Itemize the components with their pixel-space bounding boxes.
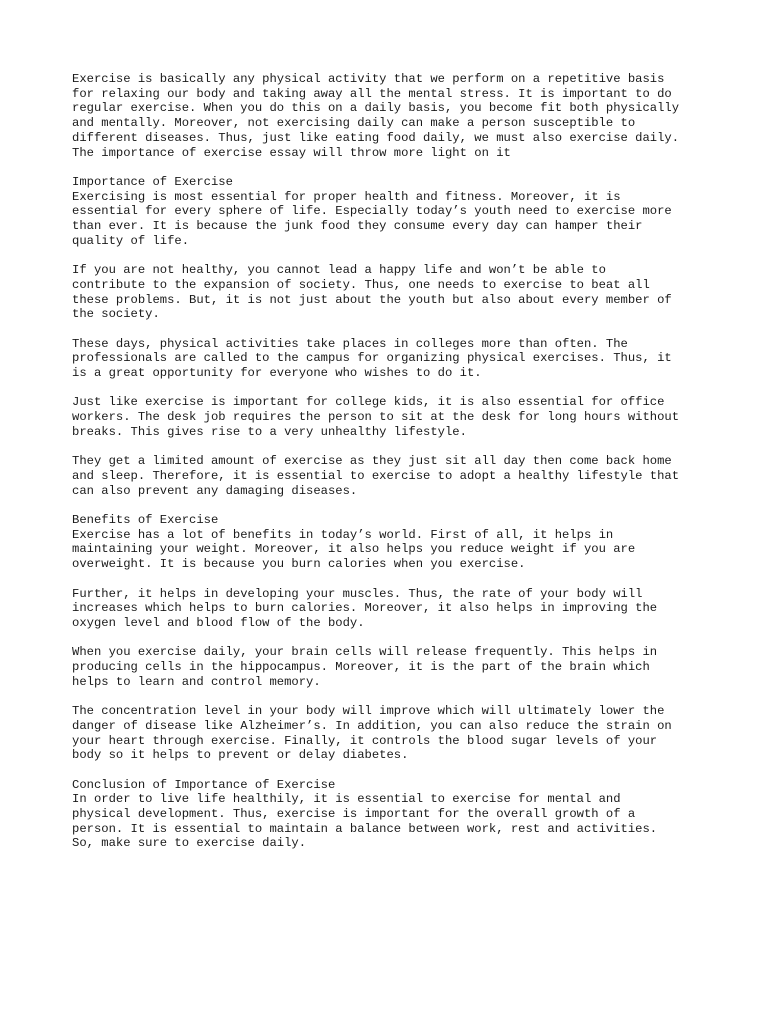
paragraph xyxy=(72,175,712,249)
text-line: Exercise has a lot of benefits in today’s world. First of all, it helps in xyxy=(72,527,614,542)
text-line: They get a limited amount of exercise as they just sit all day then come back home xyxy=(72,454,672,469)
text-line: Further, it helps in developing your muscles. Thus, the rate of your body will xyxy=(72,586,643,601)
text-line: person. It is essential to maintain a balance between work, rest and activities. xyxy=(72,821,658,836)
text-line: different diseases. Thus, just like eating food daily, we must also exercise daily. xyxy=(72,130,680,145)
text-line: the society. xyxy=(72,307,160,322)
text-line: and mentally. Moreover, not exercising daily can make a person susceptible to xyxy=(72,116,636,131)
text-line: danger of disease like Alzheimer’s. In addition, you can also reduce the strain on xyxy=(72,718,672,733)
text-line: oxygen level and blood flow of the body. xyxy=(72,615,365,630)
text-line: workers. The desk job requires the person to sit at the desk for long hours without xyxy=(72,410,680,425)
text-line: Just like exercise is important for college kids, it is also essential for office xyxy=(72,395,665,410)
text-line: can also prevent any damaging diseases. xyxy=(72,483,358,498)
text-line: increases which helps to burn calories. Moreover, it also helps in improving the xyxy=(72,601,658,616)
text-line: helps to learn and control memory. xyxy=(72,674,321,689)
text-line: The importance of exercise essay will throw more light on it xyxy=(72,145,511,160)
text-line: overweight. It is because you burn calories when you exercise. xyxy=(72,557,526,572)
text-line: essential for every sphere of life. Especially today’s youth need to exercise more xyxy=(72,204,672,219)
text-line: is a great opportunity for everyone who wishes to do it. xyxy=(72,366,482,381)
paragraph xyxy=(72,454,712,498)
text-line: your heart through exercise. Finally, it controls the blood sugar levels of your xyxy=(72,733,658,748)
text-line: In order to live life healthily, it is essential to exercise for mental and xyxy=(72,792,621,807)
paragraph xyxy=(72,395,712,439)
text-line: body so it helps to prevent or delay diabetes. xyxy=(72,748,409,763)
text-line: If you are not healthy, you cannot lead a happy life and won’t be able to xyxy=(72,263,606,278)
text-line: These days, physical activities take places in colleges more than often. The xyxy=(72,336,628,351)
text-line: contribute to the expansion of society. Thus, one needs to exercise to beat all xyxy=(72,277,650,292)
text-line: maintaining your weight. Moreover, it also helps you reduce weight if you are xyxy=(72,542,636,557)
text-line: So, make sure to exercise daily. xyxy=(72,836,307,851)
text-line: quality of life. xyxy=(72,233,190,248)
document-page xyxy=(72,72,712,866)
document-body xyxy=(72,72,712,851)
section-heading: Importance of Exercise xyxy=(72,174,233,189)
text-line: breaks. This gives rise to a very unhealthy lifestyle. xyxy=(72,424,467,439)
paragraph xyxy=(72,645,712,689)
text-line: When you exercise daily, your brain cells will release frequently. This helps in xyxy=(72,645,658,660)
section-heading: Benefits of Exercise xyxy=(72,513,219,527)
text-line: physical development. Thus, exercise is important for the overall growth of a xyxy=(72,807,636,821)
paragraph xyxy=(72,263,712,322)
section-heading: Conclusion of Importance of Exercise xyxy=(72,777,336,792)
paragraph xyxy=(72,337,712,381)
text-line: professionals are called to the campus for organizing physical exercises. Thus, it xyxy=(72,351,672,366)
text-line: The concentration level in your body will improve which will ultimately lower the xyxy=(72,704,665,719)
text-line: than ever. It is because the junk food they consume every day can hamper their xyxy=(72,219,643,234)
text-line: for relaxing our body and taking away all the mental stress. It is important to do xyxy=(72,86,672,101)
paragraph xyxy=(72,778,712,852)
text-line: these problems. But, it is not just about the youth but also about every member of xyxy=(72,292,672,307)
paragraph xyxy=(72,72,712,160)
text-line: Exercise is basically any physical activity that we perform on a repetitive basis xyxy=(72,72,665,86)
text-line: and sleep. Therefore, it is essential to exercise to adopt a healthy lifestyle that xyxy=(72,468,680,483)
text-line: regular exercise. When you do this on a daily basis, you become fit both physically xyxy=(72,101,680,116)
paragraph xyxy=(72,513,712,572)
paragraph xyxy=(72,704,712,763)
text-line: Exercising is most essential for proper health and fitness. Moreover, it is xyxy=(72,189,621,204)
text-line: producing cells in the hippocampus. Moreover, it is the part of the brain which xyxy=(72,660,650,674)
paragraph xyxy=(72,587,712,631)
